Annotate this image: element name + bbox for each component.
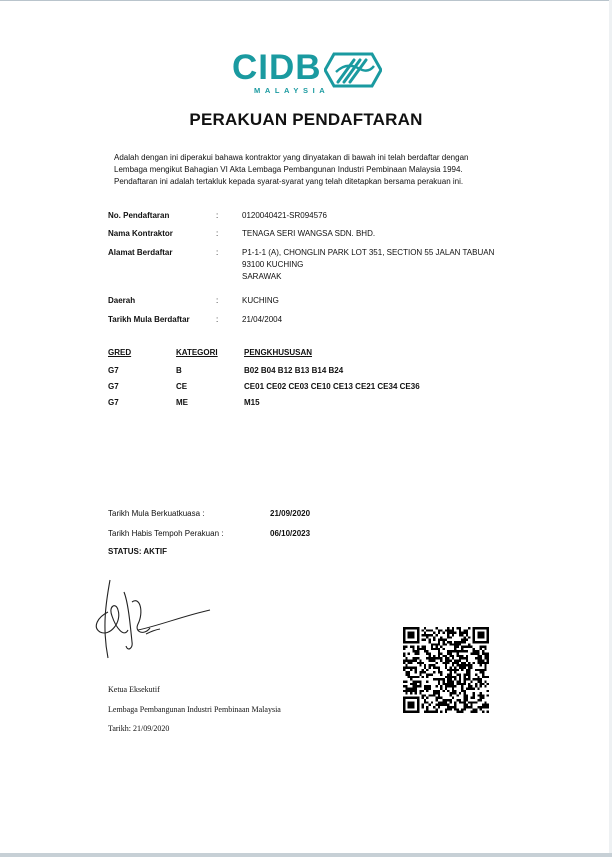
qr-code-icon — [403, 627, 489, 713]
intro-line: Adalah dengan ini diperakui bahawa kontraktor yang dinyatakan di bawah ini telah berdaftar dengan — [114, 153, 469, 162]
page-top-border — [0, 0, 612, 1]
field-colon: : — [216, 229, 219, 238]
field-label: Alamat Berdaftar — [108, 248, 173, 257]
intro-paragraph — [114, 152, 514, 188]
field-colon: : — [216, 248, 219, 257]
validity-start-value: 21/09/2020 — [270, 509, 311, 518]
field-label: No. Pendaftaran — [108, 211, 170, 220]
field-label: Daerah — [108, 296, 136, 305]
grade-cell: G7 — [108, 398, 119, 407]
logo-country: MALAYSIA — [254, 86, 330, 95]
signature-image — [88, 572, 218, 664]
category-cell: B — [176, 366, 182, 375]
field-value: 21/04/2004 — [242, 315, 283, 324]
document-title: PERAKUAN PENDAFTARAN — [189, 110, 423, 129]
status-badge: STATUS: AKTIF — [108, 547, 167, 556]
cidb-hexagon-mark-icon — [324, 52, 382, 88]
signatory-date: Tarikh: 21/09/2020 — [108, 724, 170, 733]
field-colon: : — [216, 211, 219, 220]
grade-cell: G7 — [108, 366, 119, 375]
address-line: SARAWAK — [242, 272, 282, 281]
intro-line: Lembaga mengikut Bahagian VI Akta Lembaga Pembangunan Industri Pembinaan Malaysia 1994. — [114, 165, 463, 174]
signatory-title: Ketua Eksekutif — [108, 685, 160, 694]
grades-header-kategori: KATEGORI — [176, 348, 218, 357]
field-colon: : — [216, 315, 219, 324]
validity-end-value: 06/10/2023 — [270, 529, 311, 538]
field-value: KUCHING — [242, 296, 279, 305]
validity-start — [108, 509, 311, 518]
field-value: 0120040421-SR094576 — [242, 211, 327, 220]
grades-header-gred: GRED — [108, 348, 132, 357]
field-label: Tarikh Mula Berdaftar — [108, 315, 190, 324]
field-colon: : — [216, 296, 219, 305]
grade-cell: G7 — [108, 382, 119, 391]
specialization-cell: CE01 CE02 CE03 CE10 CE13 CE21 CE34 CE36 — [244, 382, 420, 391]
intro-line: Pendaftaran ini adalah tertakluk kepada syarat-syarat yang telah ditetapkan bersama perakuan ini. — [114, 177, 464, 186]
grades-header-pengkhususan: PENGKHUSUSAN — [244, 348, 313, 357]
signatory-organization: Lembaga Pembangunan Industri Pembinaan Malaysia — [108, 705, 281, 714]
logo-word: CIDB — [232, 48, 322, 87]
validity-start-label: Tarikh Mula Berkuatkuasa : — [108, 509, 205, 518]
category-cell: CE — [176, 382, 188, 391]
address-line: P1-1-1 (A), CHONGLIN PARK LOT 351, SECTION 55 JALAN TABUAN — [242, 248, 495, 257]
category-cell: ME — [176, 398, 188, 407]
validity-end — [108, 529, 311, 538]
address-line: 93100 KUCHING — [242, 260, 304, 269]
cidb-logo — [232, 49, 382, 97]
field-value: TENAGA SERI WANGSA SDN. BHD. — [242, 229, 376, 238]
specialization-cell: B02 B04 B12 B13 B14 B24 — [244, 366, 344, 375]
validity-end-label: Tarikh Habis Tempoh Perakuan : — [108, 529, 224, 538]
specialization-cell: M15 — [244, 398, 260, 407]
field-label: Nama Kontraktor — [108, 229, 173, 238]
page-bottom-border — [0, 853, 612, 857]
